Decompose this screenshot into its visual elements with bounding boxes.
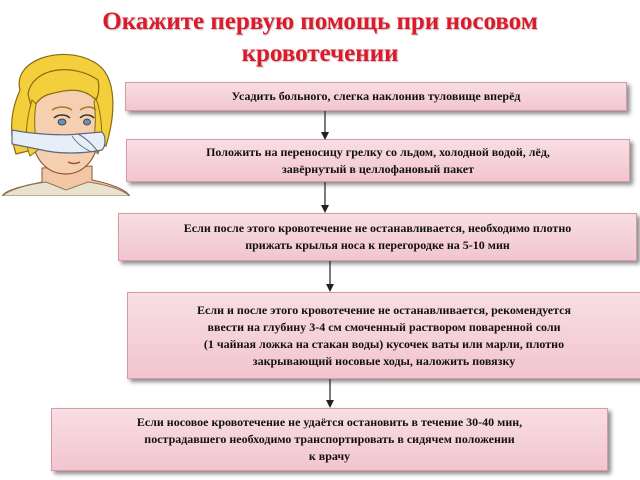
step-5-line-3: к врачу xyxy=(308,449,351,463)
page-title-line-1: Окажите первую помощь при носовом xyxy=(102,8,538,35)
arrow-step-1-to-2 xyxy=(319,111,331,141)
step-1-line-1: Усадить больного, слегка наклонив туловище вперёд xyxy=(231,89,521,103)
step-2-line-1: Положить на переносицу грелку со льдом, холодной водой, лёд, xyxy=(206,144,550,159)
step-3-box xyxy=(118,213,637,261)
step-5-line-1: Если носовое кровотечение не удаётся остановить в течение 30-40 мин, xyxy=(136,415,523,429)
step-5-line-2: пострадавшего необходимо транспортировать в сидячем положении xyxy=(144,432,515,446)
arrow-step-3-to-4 xyxy=(324,261,336,293)
step-3-line-2: прижать крылья носа к перегородке на 5-10 мин xyxy=(245,238,510,252)
step-4-line-3: (1 чайная ложка на стакан воды) кусочек ваты или марли, плотно xyxy=(203,336,565,351)
step-2-box xyxy=(126,139,630,182)
step-4-box xyxy=(127,292,640,379)
child-with-nose-bandage-icon xyxy=(2,50,130,196)
step-1-box xyxy=(125,82,627,111)
step-3-line-1: Если после этого кровотечение не останавливается, необходимо плотно xyxy=(183,221,572,235)
step-2-line-2: завёрнутый в целлофановый пакет xyxy=(281,161,474,176)
step-5-box xyxy=(51,408,608,471)
arrow-step-4-to-5 xyxy=(324,379,336,409)
arrow-step-2-to-3 xyxy=(319,182,331,214)
step-4-line-2: ввести на глубину 3-4 см смоченный раствором поваренной соли xyxy=(207,319,561,334)
step-4-line-1: Если и после этого кровотечение не останавливается, рекомендуется xyxy=(197,302,571,317)
page-title-line-2: кровотечении xyxy=(241,40,399,67)
step-4-line-4: закрывающий носовые ходы, наложить повязку xyxy=(252,353,516,368)
